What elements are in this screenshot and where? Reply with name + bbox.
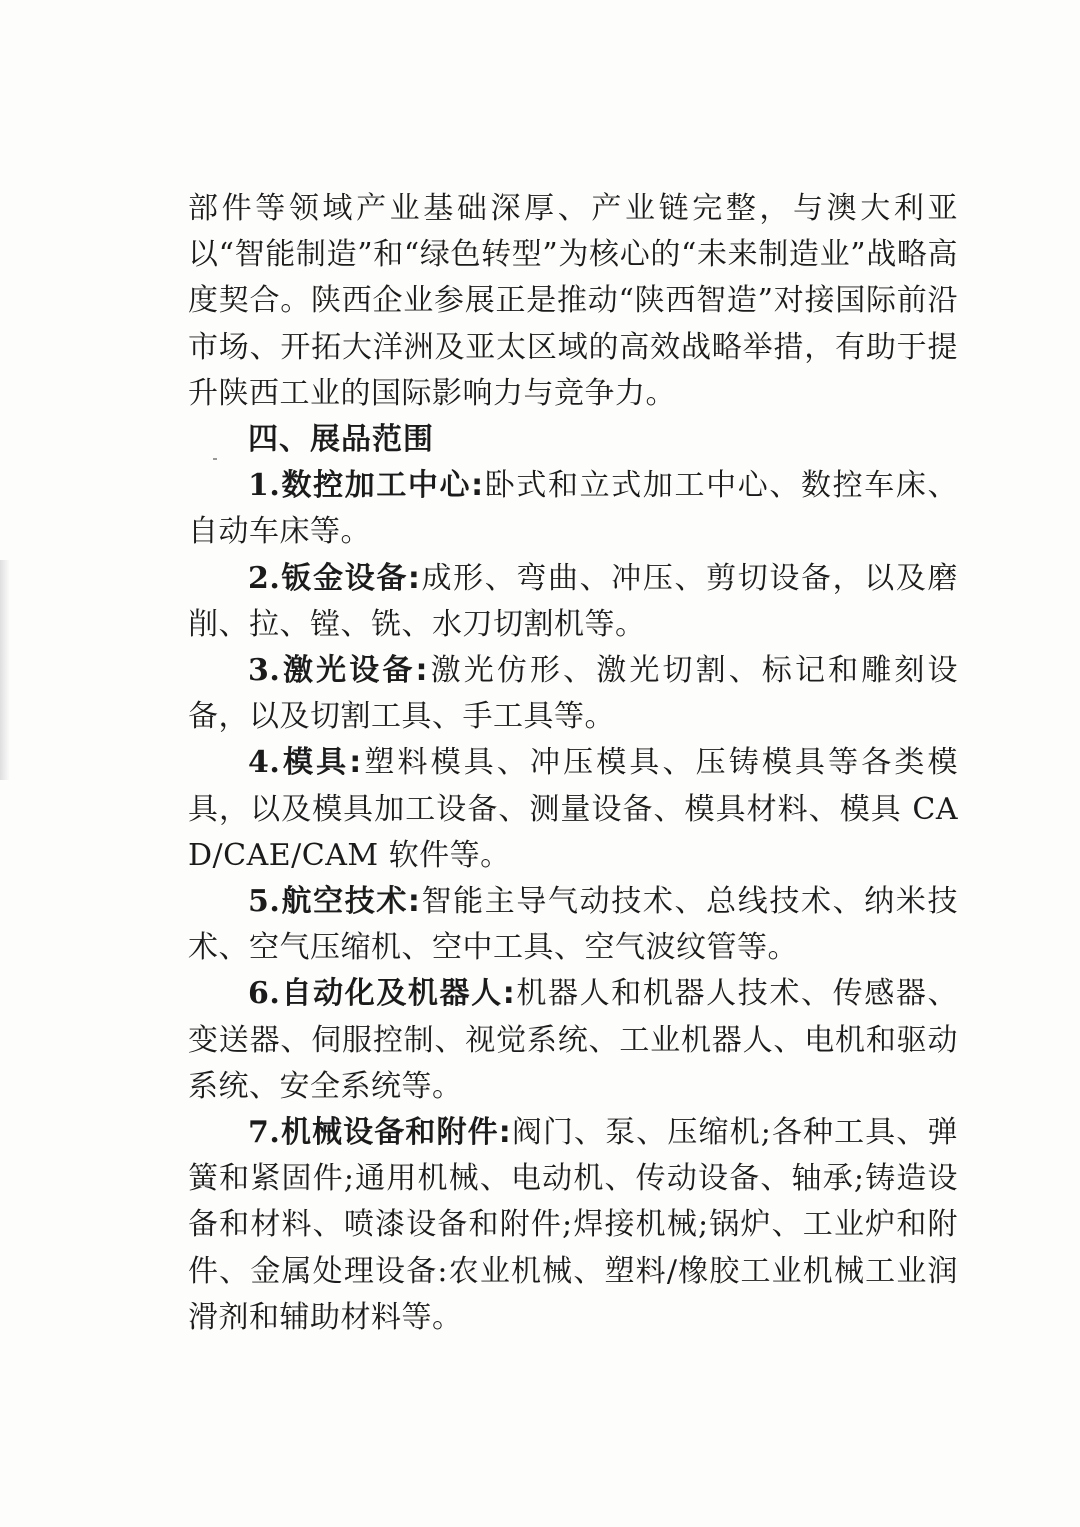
item-text: 智能主导气动技术、总线技术、纳米技术、空气压缩机、空中工具、空气波纹管等。	[188, 884, 959, 966]
list-item	[188, 971, 958, 1110]
item-title: 机械设备和附件:	[280, 1115, 512, 1151]
item-number: 7.	[248, 1115, 281, 1151]
list-item	[188, 879, 958, 971]
list-item	[188, 1110, 958, 1341]
document-body	[188, 186, 958, 1341]
intro-paragraph: 部件等领域产业基础深厚、产业链完整，与澳大利亚以“智能制造”和“绿色转型”为核心的“未来制造业”战略高度契合。陕西企业参展正是推动“陕西智造”对接国际前沿市场、开拓大洋洲及亚太区域的高效战略举措，有助于提升陕西工业的国际影响力与竞争力。	[188, 191, 958, 411]
item-number: 3.	[248, 653, 281, 689]
item-title: 模具:	[280, 745, 362, 781]
list-item	[188, 740, 958, 879]
scan-edge-shadow	[0, 560, 10, 780]
item-number: 4.	[248, 745, 281, 781]
item-title: 航空技术:	[280, 884, 421, 920]
item-title: 钣金设备:	[280, 560, 421, 596]
item-title: 数控加工中心:	[280, 468, 484, 504]
item-text: 卧式和立式加工中心、数控车床、自动车床等。	[188, 468, 959, 550]
item-number: 6.	[248, 976, 281, 1012]
item-text: 塑料模具、冲压模具、压铸模具等各类模具，以及模具加工设备、测量设备、模具材料、模具 CAD/CAE/CAM 软件等。	[188, 745, 959, 873]
list-item	[188, 556, 958, 648]
list-item	[188, 648, 958, 740]
section-heading: 四、展品范围	[248, 422, 434, 458]
item-title: 自动化及机器人:	[280, 976, 516, 1012]
item-title: 激光设备:	[280, 653, 428, 689]
item-number: 1.	[248, 468, 281, 504]
item-text: 阀门、泵、压缩机;各种工具、弹簧和紧固件;通用机械、电动机、传动设备、轴承;铸造设备和材料、喷漆设备和附件;焊接机械;锅炉、工业炉和附件、金属处理设备:农业机械、塑料/橡胶工业机械工业润滑剂和辅助材料等。	[188, 1115, 958, 1335]
item-text: 机器人和机器人技术、传感器、变送器、伺服控制、视觉系统、工业机器人、电机和驱动系统、安全系统等。	[188, 976, 958, 1104]
item-number: 2.	[248, 560, 281, 596]
item-number: 5.	[248, 884, 281, 920]
list-item	[188, 463, 958, 555]
item-text: 激光仿形、激光切割、标记和雕刻设备，以及切割工具、手工具等。	[188, 653, 959, 735]
item-text: 成形、弯曲、冲压、剪切设备，以及磨削、拉、镗、铣、水刀切割机等。	[188, 560, 959, 642]
